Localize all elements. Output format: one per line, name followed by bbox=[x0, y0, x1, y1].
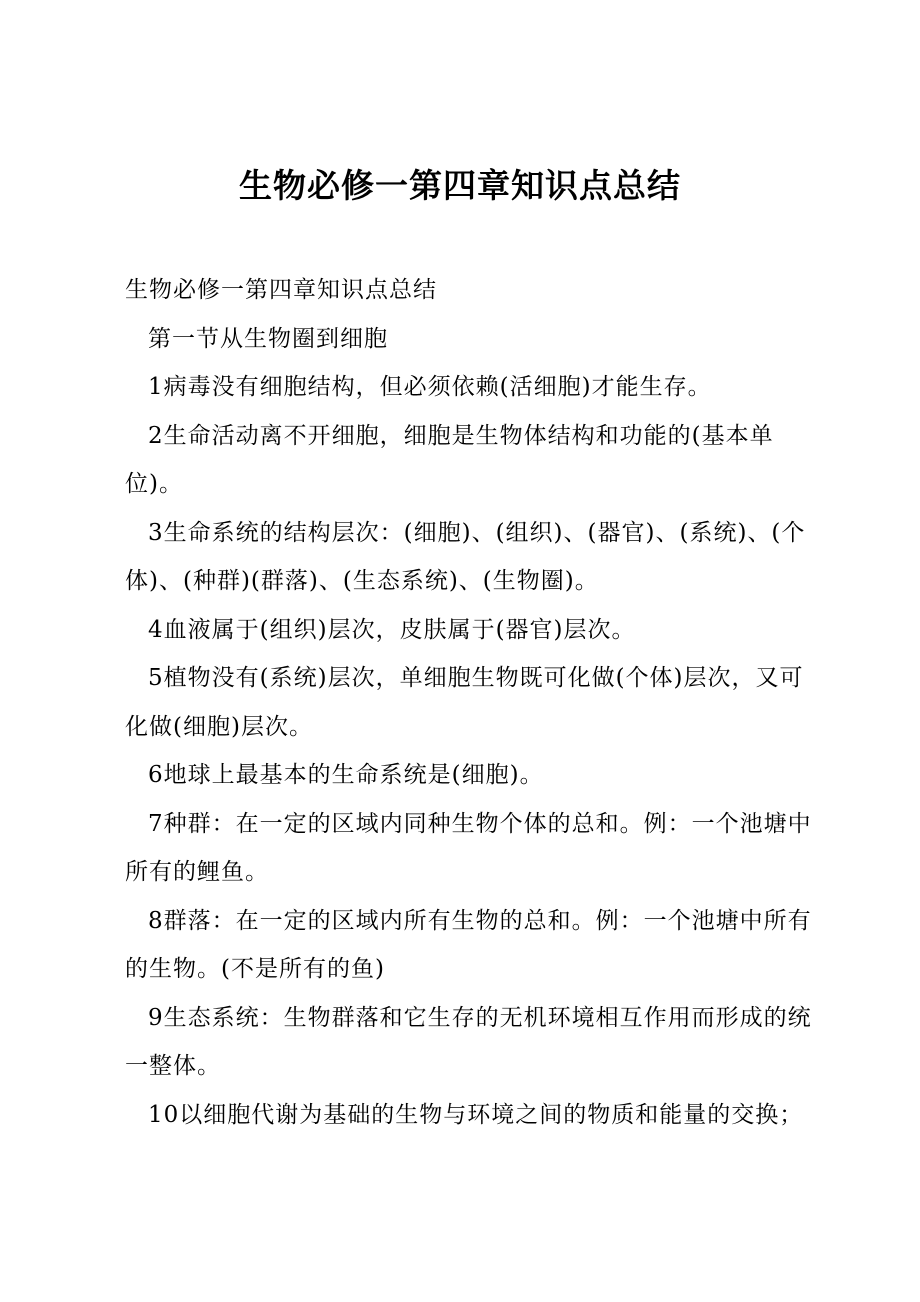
paragraph: 7种群：在一定的区域内同种生物个体的总和。例：一个池塘中所有的鲤鱼。 bbox=[125, 810, 812, 885]
paragraph: 10以细胞代谢为基础的生物与环境之间的物质和能量的交换； bbox=[148, 1101, 804, 1128]
paragraph: 5植物没有(系统)层次，单细胞生物既可化做(个体)层次，又可化做(细胞)层次。 bbox=[125, 665, 804, 740]
paragraph: 2生命活动离不开细胞，细胞是生物体结构和功能的(基本单位)。 bbox=[125, 422, 774, 497]
paragraph: 8群落：在一定的区域内所有生物的总和。例：一个池塘中所有的生物。(不是所有的鱼) bbox=[125, 907, 812, 982]
paragraph: 3生命系统的结构层次：(细胞)、(组织)、(器官)、(系统)、(个体)、(种群)(群落)、(生态系统)、(生物圈)。 bbox=[125, 519, 806, 594]
document-subtitle: 生物必修一第四章知识点总结 bbox=[125, 277, 437, 303]
document-title: 生物必修一第四章知识点总结 bbox=[239, 166, 681, 205]
paragraph: 4血液属于(组织)层次，皮肤属于(器官)层次。 bbox=[148, 616, 636, 643]
paragraph: 6地球上最基本的生命系统是(细胞)。 bbox=[148, 762, 544, 788]
document-body bbox=[125, 266, 815, 1139]
paragraph: 9生态系统：生物群落和它生存的无机环境相互作用而形成的统一整体。 bbox=[125, 1004, 812, 1079]
paragraph: 1病毒没有细胞结构，但必须依赖(活细胞)才能生存。 bbox=[148, 374, 712, 400]
section-heading: 第一节从生物圈到细胞 bbox=[148, 325, 388, 352]
